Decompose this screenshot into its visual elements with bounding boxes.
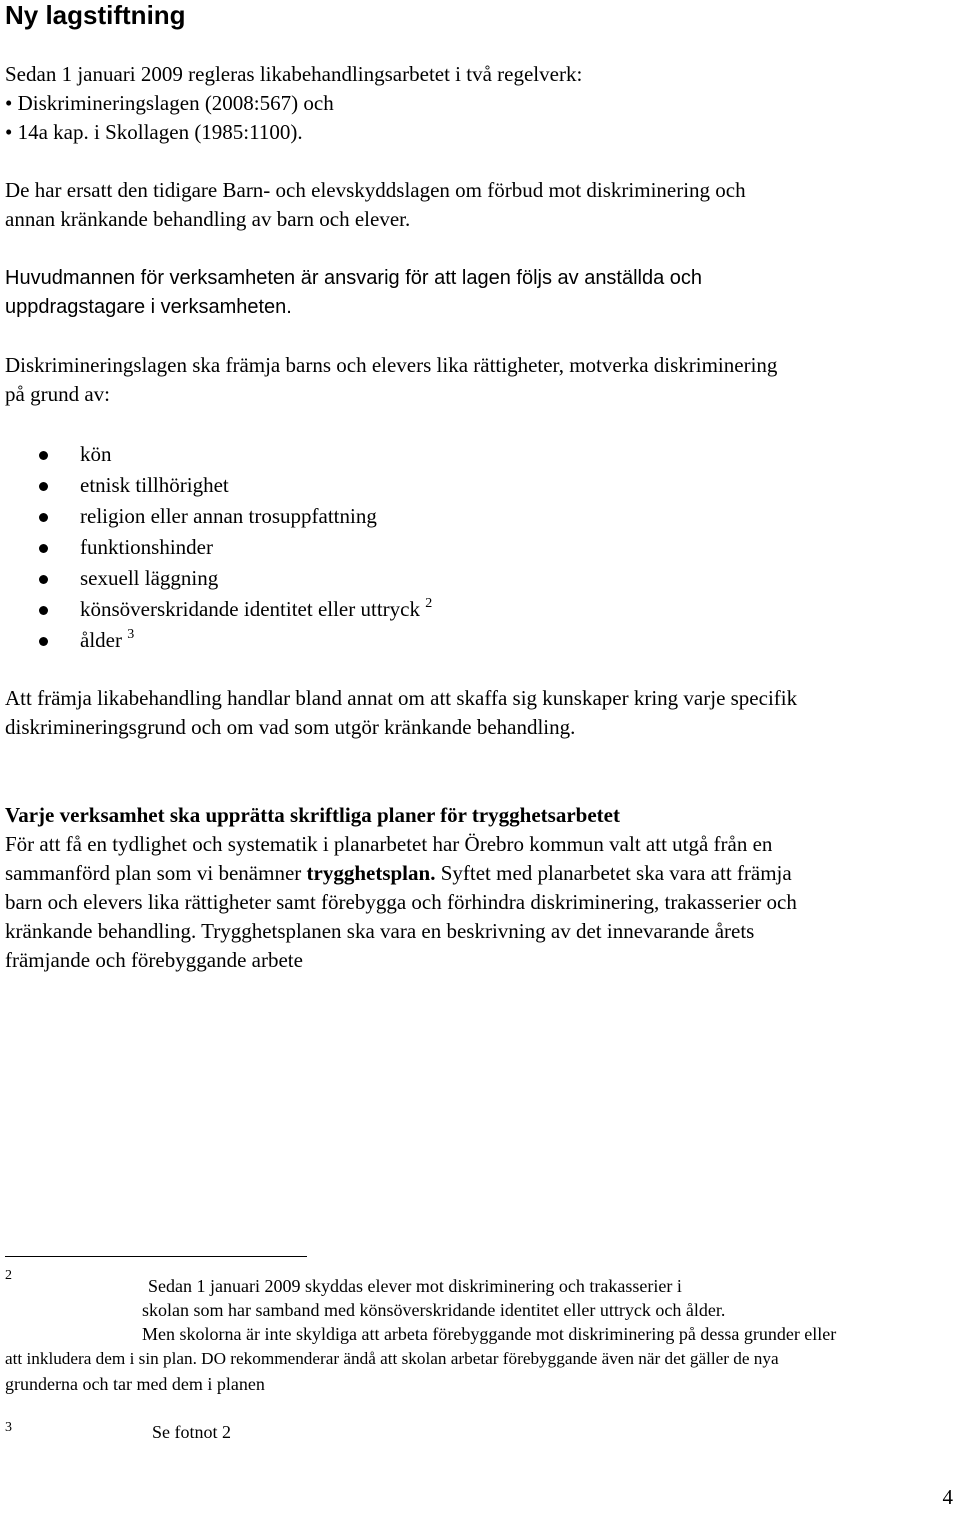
purpose-line-2: på grund av: xyxy=(5,382,110,406)
ground-label: sexuell läggning xyxy=(80,566,219,590)
bullet-icon xyxy=(39,637,48,646)
ground-label: funktionshinder xyxy=(80,535,213,559)
ground-label: könsöverskridande identitet eller uttryck $^2$ xyxy=(80,596,433,621)
bullet-icon xyxy=(39,482,48,491)
footnote-divider xyxy=(5,1256,307,1257)
replaced-line-1: De har ersatt den tidigare Barn- och elevskyddslagen om förbud mot diskriminering och xyxy=(5,178,746,202)
footnote-2-line-5: grunderna och tar med dem i planen xyxy=(5,1374,265,1394)
footnote-ref-2[interactable]: 2 xyxy=(425,596,433,611)
plans-line-1: För att få en tydlighet och systematik i planarbetet har Örebro kommun valt att utgå från en xyxy=(5,832,773,856)
footnote-2-line-2: skolan som har samband med könsöverskridande identitet eller uttryck och ålder. xyxy=(142,1300,726,1320)
purpose-line-1: Diskrimineringslagen ska främja barns och elevers lika rättigheter, motverka diskriminering xyxy=(5,353,778,377)
principal-line-2: uppdragstagare i verksamheten. xyxy=(5,296,292,318)
page-title: Ny lagstiftning xyxy=(5,0,186,30)
bullet-icon xyxy=(39,544,48,553)
footnote-2-line-4: att inkludera dem i sin plan. DO rekommenderar ändå att skolan arbetar förebyggande även när det gäller de nya xyxy=(5,1349,779,1368)
intro-line: Sedan 1 januari 2009 regleras likabehandlingsarbetet i två regelverk: xyxy=(5,62,583,86)
replaced-line-2: annan kränkande behandling av barn och elever. xyxy=(5,207,411,231)
footnote-2-line-3: Men skolorna är inte skyldiga att arbeta förebyggande mot diskriminering på dessa grunder eller xyxy=(142,1324,837,1344)
promote-line-2: diskrimineringsgrund och om vad som utgör kränkande behandling. xyxy=(5,715,576,739)
footnote-3-mark: 3 xyxy=(5,1420,12,1435)
plans-line-5: främjande och förebyggande arbete xyxy=(5,948,303,972)
footnote-2-line-1: Sedan 1 januari 2009 skyddas elever mot diskriminering och trakasserier i xyxy=(148,1276,682,1296)
intro-item-school-act: • 14a kap. i Skollagen (1985:1100). xyxy=(5,120,303,144)
trygghetsplan-term: trygghetsplan. xyxy=(306,861,436,885)
page-number: 4 xyxy=(942,1485,953,1509)
bullet-icon xyxy=(39,451,48,460)
plans-heading: Varje verksamhet ska upprätta skriftliga planer för trygghetsarbetet xyxy=(5,803,620,827)
plans-line-4: kränkande behandling. Trygghetsplanen ska vara en beskrivning av det innevarande årets xyxy=(5,919,755,943)
footnote-2-mark: 2 xyxy=(5,1268,12,1283)
plans-line-3: barn och elevers lika rättigheter samt förebygga och förhindra diskriminering, trakasserier och xyxy=(5,890,797,914)
plans-line-2: sammanförd plan som vi benämner trygghetsplan. Syftet med planarbetet ska vara att främja xyxy=(5,861,792,885)
bullet-icon xyxy=(39,575,48,584)
principal-line-1: Huvudmannen för verksamheten är ansvarig för att lagen följs av anställda och xyxy=(5,267,703,289)
promote-line-1: Att främja likabehandling handlar bland annat om att skaffa sig kunskaper kring varje specifik xyxy=(5,686,798,710)
footnote-3-text: Se fotnot 2 xyxy=(152,1422,231,1442)
footnote-ref-3[interactable]: 3 xyxy=(127,627,135,642)
bullet-icon xyxy=(39,606,48,615)
ground-label: ålder $^3$ xyxy=(80,627,135,652)
ground-label: kön xyxy=(80,442,112,466)
ground-label: etnisk tillhörighet xyxy=(80,473,229,497)
bullet-icon xyxy=(39,513,48,522)
intro-item-discrimination-act: • Diskrimineringslagen (2008:567) och xyxy=(5,91,334,115)
ground-label: religion eller annan trosuppfattning xyxy=(80,504,377,528)
